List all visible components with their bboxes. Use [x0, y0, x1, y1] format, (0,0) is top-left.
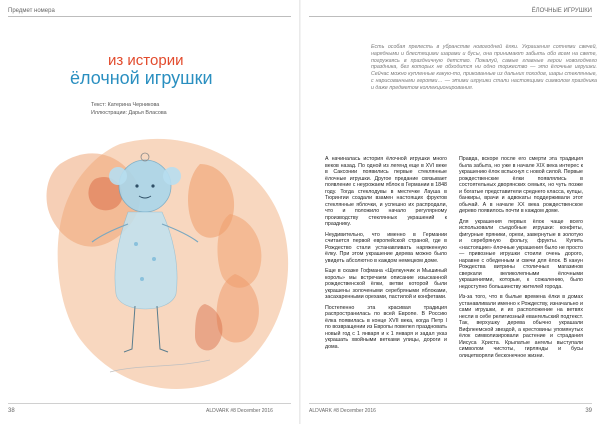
section-label-left: Предмет номера	[8, 8, 55, 14]
section-label-right: ЁЛОЧНЫЕ ИГРУШКИ	[531, 8, 592, 14]
illustrator-credit: Иллюстрации: Дарья Власова	[91, 110, 167, 116]
left-page	[0, 0, 299, 424]
footer-rule-left	[8, 403, 291, 404]
watercolor-illustration	[0, 124, 299, 392]
page-number-left: 38	[8, 408, 15, 414]
header-rule-right	[309, 16, 592, 17]
footer-rule-right	[309, 403, 592, 404]
paragraph: Неудивительно, что именно в Германии считается первой европейской страной, где в Рождество стали устанавливать наряженную ёлку. При этом украшение дерева можно было увидеть абсолютно в каждом немецком доме.	[325, 231, 447, 264]
paragraph: А начиналась история ёлочной игрушки много веков назад. По одной из легенд еще в XVI веке в Саксонии появились первые стеклянные ёлочные игрушки. Другое предание связывает появление с неурожаем яблок в Германии в 1848 году. Тогда стеклодувы в местечке Лауша в Тюрингии создали взамен настоящих фруктов стеклянные яблочки, и успешно их распродали, что и положило начало регулярному производству стеклянных украшений к празднику.	[325, 156, 447, 227]
article-title-top: из истории	[108, 52, 184, 69]
author-credit: Текст: Катерина Черникова	[91, 102, 160, 108]
magazine-issue-left: ALDVARK #8 December 2016	[206, 408, 273, 414]
paragraph: Для украшения первых ёлок чаще всего использовали съедобные игрушки: конфеты, фигурные пряники, орехи, завернутые в золотую и серебряную фольгу, фрукты. Купить «настоящие» ёлочные украшения было не просто — привозные игрушки стоили очень дорого, наравне с обеденным и свечи для ёлок. В канун Рождества витрины столичных магазинов сверкали великолепными ёлочными украшениями, которые, к сожалению, было недоступно большинству жителей города.	[459, 218, 583, 290]
magazine-issue-right: ALDVARK #8 December 2016	[309, 408, 376, 414]
paragraph: Еще в сказке Гофмана «Щелкунчик и Мышиный король» мы встречаем описание изысканной рождественской ёлки, ветви которой были украшены золочеными серебряными яблоками, засахаренными орехами, пастилой и конфетами.	[325, 268, 447, 300]
paragraph: Из-за того, что в былые времена ёлки в домах устанавливали именно к Рождеству, изначально и сами игрушки, и их расположение на ветвях несли в себе религиозный евангельский подтекст. Так, верхушку дерева обычно украшали Вифлеемской звездой, а крестовины упомянутых ёлок символизировали растение и страдания Иисуса Христа. Крылатые ангелы выступали символом чистоты, гирлянды и бусы олицетворяли бесконечное жизни.	[459, 294, 583, 359]
right-page	[301, 0, 600, 424]
header-rule-left	[8, 16, 291, 17]
page-number-right: 39	[585, 408, 592, 414]
paragraph: Правда, вскоре после его смерти эта традиция была забыта, но уже в начале XIX века интерес к украшению ёлок вспыхнул с новой силой. Первые рождественские ёлки появлялись в состоятельных дворянских семьях, но чуть позже и богатые представители среднего класса, купцы, банкиры, врачи и адвокаты поддерживали этот обычай. А в начале XX века рождественское дерево появилось почти в каждом доме.	[459, 156, 583, 214]
article-title-main: ёлочной игрушки	[70, 68, 213, 88]
text-column-2	[459, 156, 583, 363]
article-intro: Есть особая прелесть в убранстве новогодней ёлки. Украшения сотнями свечей, нарядными и блестящими шарами и бусы, она принимают забыть обо всем на свете, погружаясь в праздничную детство. Пожалуй, самые главные герои новогоднего праздника, без которых не обходится ни одно торжество — это ёлочные игрушки. Сейчас можно купленные какую-то, прикованные из дальних походов, шары стеклянные, с нарисованными героями… — этими игрушки стали настоящими символом праздника и даже предметом коллекционирования.	[371, 44, 597, 91]
paragraph: Постепенно эта красивая традиция распространилась по всей Европе. В Россию ёлка появилась в конце XVII века, когда Петр I по возвращении из Европы повелел праздновать новый год с 1 января и к 1 января и задал указ украшать хвойными ветками улицы, дороги и дома.	[325, 304, 447, 350]
text-column-1	[325, 156, 447, 354]
